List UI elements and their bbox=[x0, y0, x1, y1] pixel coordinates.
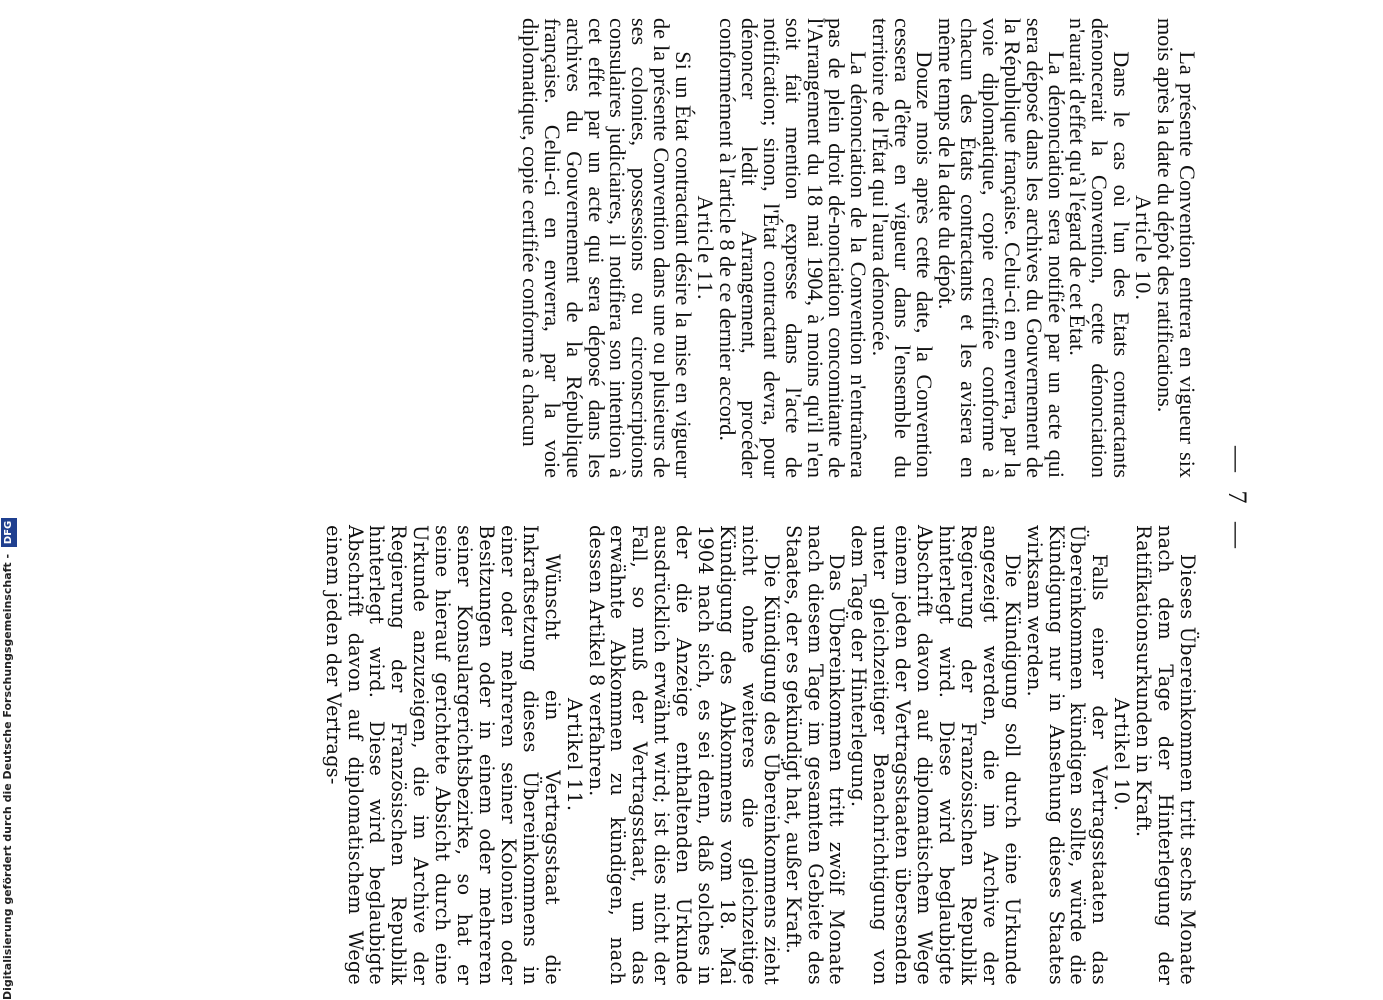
credit-line bbox=[0, 518, 17, 1000]
german-column bbox=[322, 525, 1198, 985]
german-article-10-heading: Artikel 10. bbox=[1110, 697, 1134, 813]
french-column bbox=[519, 18, 1198, 478]
french-article-10-para-1: Dans le cas où l'un des Etats contractants dénoncerait la Convention, cette dénonciation n'aurait d'effet qu'à l'égard de cet État. bbox=[1065, 18, 1135, 478]
french-intro: La présente Convention entrera en vigueur six mois après la date du dépôt des ratifications. bbox=[1153, 18, 1200, 478]
german-article-10-para-3: Das Übereinkommen tritt zwölf Monate nach diesem Tage im gesamten Gebiete des Staates, der es gekündigt hat, außer Kraft. bbox=[781, 525, 849, 985]
french-article-11-heading: Article 11. bbox=[693, 195, 719, 301]
german-intro: Dieses Übereinkommen tritt sechs Monate nach dem Tage der Hinterlegung der Ratifikationsurkunden in Kraft. bbox=[1132, 525, 1199, 985]
digitization-credit bbox=[0, 0, 18, 1000]
french-article-10-para-3: Douze mois après cette date, la Convention cessera d'être en vigueur dans l'ensemble du territoire de l'État qui l'aura dénoncée. bbox=[868, 18, 938, 478]
french-article-10-para-4: La dénonciation de la Convention n'entraînera pas de plein droit dé-nonciation concomitante de l'Arrangement du 18 mai 1904, à moins qu'il n'en soit fait mention expresse dans l'acte de notification; sinon, l'État contractant devra, pour dénoncer ledit Arrangement, procéder conformément à l'article 8 de ce dernier accord. bbox=[714, 18, 872, 478]
french-article-10-para-2: La dénonciation sera notifiée par un acte qui sera déposé dans les archives du Gouvernement de la République française. Celui-ci en enverra, par la voie diplomatique, copie certifiée conforme à chacun des États contractants et les avisera en même temps de la date du dépôt. bbox=[934, 18, 1069, 478]
german-article-10-para-1: Falls einer der Vertragsstaaten das Übereinkommen kündigen sollte, würde die Kündigung nur in Ansehung dieses Staates wirksam werden. bbox=[1022, 525, 1112, 985]
german-article-10-para-4: Die Kündigung des Übereinkommens zieht nicht ohne weiteres die gleichzeitige Kündigung des Abkommens vom 18. Mai 1904 nach sich, es sei denn, daß solches in der die Anzeige enthaltenden Urkunde ausdrücklich erwähnt wird; ist dies nicht der Fall, so muß der Vertragsstaat, um das erwähnte Abkommen zu kündigen, nach dessen Artikel 8 verfahren. bbox=[584, 525, 783, 985]
german-article-11-para-1: Wünscht ein Vertragsstaat die Inkraftsetzung dieses Übereinkommens in einer oder mehreren seiner Kolonien oder Besitzungen oder in einem oder mehreren seiner Konsulargerichtsbezirke, so hat er seine hierauf gerichtete Absicht durch eine Urkunde anzuzeigen, die im Archive der Regierung der Französischen Republik hinterlegt wird. Diese wird beglaubigte Abschrift davon auf diplomatischem Wege einem jeden der Vertrags- bbox=[321, 525, 564, 985]
dfg-logo: DFG bbox=[1, 518, 17, 547]
credit-text: Digitalisierung gefördert durch die Deutsche Forschungsgemeinschaft - bbox=[1, 553, 14, 1000]
french-article-11-para-1: Si un État contractant désire la mise en vigueur de la présente Convention dans une ou plusieurs de ses colonies, possessions ou circonscriptions consulaires judiciaires, il notifiera son intention à cet effet par un acte qui sera déposé dans les archives du Gouvernement de la République française. Celui-ci en enverra, par la voie diplomatique, copie certifiée conforme à chacun bbox=[517, 18, 697, 478]
french-article-10-heading: Article 10. bbox=[1131, 195, 1157, 301]
page-number-header: — 7 — bbox=[1223, 446, 1252, 554]
german-article-11-heading: Artikel 11. bbox=[562, 697, 586, 813]
german-article-10-para-2: Die Kündigung soll durch eine Urkunde angezeigt werden, die im Archive der Regierung der Französischen Republik hinterlegt wird. Diese wird beglaubigte Abschrift davon auf diplomatischem Wege einem jeden der Vertragsstaaten übersenden unter gleichzeitiger Benachrichtigung von dem Tage der Hinterlegung. bbox=[847, 525, 1024, 985]
rotated-page bbox=[130, 0, 1260, 1000]
